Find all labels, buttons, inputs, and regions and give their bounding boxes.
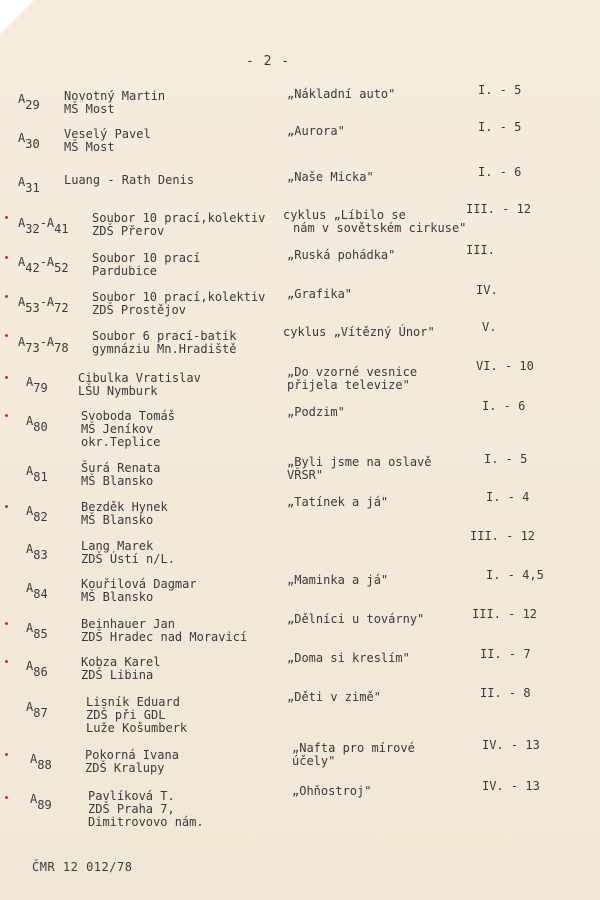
red-mark [5, 295, 8, 298]
entry-title: „Do vzorné vesnice přijela televize" [287, 365, 418, 392]
entry-code: $A_{82}$ [26, 504, 48, 524]
entry-author: Soubor 10 prací,kolektiv ZDŠ Přerov [92, 211, 266, 238]
entry-code: $A_{42}-A_{52}$ [18, 255, 69, 275]
entry-grade: V. [482, 320, 497, 334]
entry-grade: III. - 12 [470, 529, 536, 543]
entry-grade: I. - 6 [482, 399, 526, 413]
entry-code: $A_{29}$ [18, 92, 40, 112]
entry-code: $A_{86}$ [26, 659, 48, 679]
entry-title: „Aurora" [287, 124, 345, 138]
entry-author: Lisník Eduard ZDŠ při GDL Luže Košumberk [86, 695, 188, 735]
entry-grade: I. - 5 [484, 452, 528, 466]
entry-title: „Maminka a já" [287, 573, 389, 587]
entry-code: $A_{87}$ [26, 700, 48, 720]
entry-code: $A_{81}$ [26, 464, 48, 484]
entry-grade: IV. - 13 [482, 738, 540, 752]
entry-title: „Byli jsme na oslavě VŘSR" [287, 455, 432, 482]
entry-author: Svoboda Tomáš MŠ Jeníkov okr.Teplice [81, 409, 175, 449]
list-item [0, 399, 600, 450]
red-mark [5, 334, 8, 337]
torn-corner [0, 0, 34, 34]
entry-title: „Doma si kreslím" [287, 651, 410, 665]
red-mark [5, 376, 8, 379]
entry-grade: I. - 5 [478, 83, 522, 97]
entry-code: $A_{31}$ [18, 175, 40, 195]
entry-code: $A_{89}$ [30, 792, 52, 812]
entry-grade: II. - 7 [480, 647, 531, 661]
list-item [0, 202, 600, 252]
red-mark [5, 796, 8, 799]
entry-author: Šurá Renata MŠ Blansko [81, 461, 161, 488]
entry-grade: III. [466, 243, 495, 257]
entry-title: „Tatínek a já" [287, 495, 389, 509]
entry-title: cyklus „Vítězný Únor" [283, 325, 435, 339]
entry-title: „Ohňostroj" [292, 784, 372, 798]
entry-title: „Podzim" [287, 405, 345, 419]
list-item [0, 243, 600, 292]
entry-author: Novotný Martin MŠ Most [64, 89, 166, 116]
entry-author: Kouřilová Dagmar MŠ Blansko [81, 577, 197, 604]
entry-title: „Grafika" [287, 287, 353, 301]
entry-title: „Naše Micka" [287, 170, 374, 184]
entry-grade: I. - 4 [486, 490, 530, 504]
entry-code: $A_{32}-A_{41}$ [18, 216, 69, 236]
entry-author: Pokorná Ivana ZDŠ Kralupy [85, 748, 179, 775]
entry-grade: III. - 12 [472, 607, 538, 621]
entry-code: $A_{88}$ [30, 752, 52, 772]
entry-author: Lang Marek ZDŠ Ústí n/L. [81, 539, 175, 566]
entry-code: $A_{79}$ [26, 375, 48, 395]
list-item [0, 686, 600, 736]
red-mark [5, 622, 8, 625]
entry-author: Soubor 6 prací-batik gymnáziu Mn.Hradiště [92, 329, 237, 356]
footer-reference: ČMR 12 012/78 [32, 860, 133, 874]
entry-author: Soubor 10 prací,kolektiv ZDŠ Prostějov [92, 290, 266, 317]
entry-code: $A_{85}$ [26, 621, 48, 641]
entry-title: „Nafta pro mírové účely" [292, 741, 415, 768]
entry-title: „Nákladní auto" [287, 87, 396, 101]
entry-code: $A_{53}-A_{72}$ [18, 295, 69, 315]
list-item [0, 779, 600, 832]
entry-title: „Dělníci u továrny" [287, 612, 425, 626]
red-mark [5, 216, 8, 219]
entry-grade: IV. [476, 283, 498, 297]
entry-author: Pavlíková T. ZDŠ Praha 7, Dimitrovovo nám. [88, 789, 204, 829]
entry-author: Cibulka Vratislav LŠU Nymburk [78, 371, 201, 398]
red-mark [5, 414, 8, 417]
red-mark [5, 505, 8, 508]
entry-author: Luang - Rath Denis [64, 173, 195, 187]
entry-grade: I. - 6 [478, 165, 522, 179]
entry-grade: I. - 4,5 [486, 568, 544, 582]
entry-author: Bezděk Hynek MŠ Blansko [81, 500, 168, 527]
entry-code: $A_{83}$ [26, 542, 48, 562]
entry-code: $A_{73}-A_{78}$ [18, 335, 69, 355]
entry-grade: II. - 8 [480, 686, 531, 700]
entry-grade: III. - 12 [466, 202, 532, 216]
entry-code: $A_{84}$ [26, 581, 48, 601]
entry-title: cyklus „Líbilo se nám v sovětském cirkuse" [283, 208, 467, 235]
red-mark [5, 660, 8, 663]
entry-grade: I. - 5 [478, 120, 522, 134]
entry-title: „Děti v zimě" [287, 690, 381, 704]
entry-author: Beinhauer Jan ZDŠ Hradec nad Moravicí [81, 617, 248, 644]
page-number: - 2 - [246, 54, 291, 69]
entry-author: Veselý Pavel MŠ Most [64, 127, 151, 154]
red-mark [5, 753, 8, 756]
entry-code: $A_{30}$ [18, 131, 40, 151]
entry-code: $A_{80}$ [26, 414, 48, 434]
entry-grade: VI. - 10 [476, 359, 534, 373]
entry-grade: IV. - 13 [482, 779, 540, 793]
entry-author: Kobza Karel ZDŠ Libina [81, 655, 161, 682]
list-item [0, 120, 600, 168]
entry-title: „Ruská pohádka" [287, 248, 396, 262]
entry-author: Soubor 10 prací Pardubice [92, 251, 201, 278]
red-mark [5, 256, 8, 259]
